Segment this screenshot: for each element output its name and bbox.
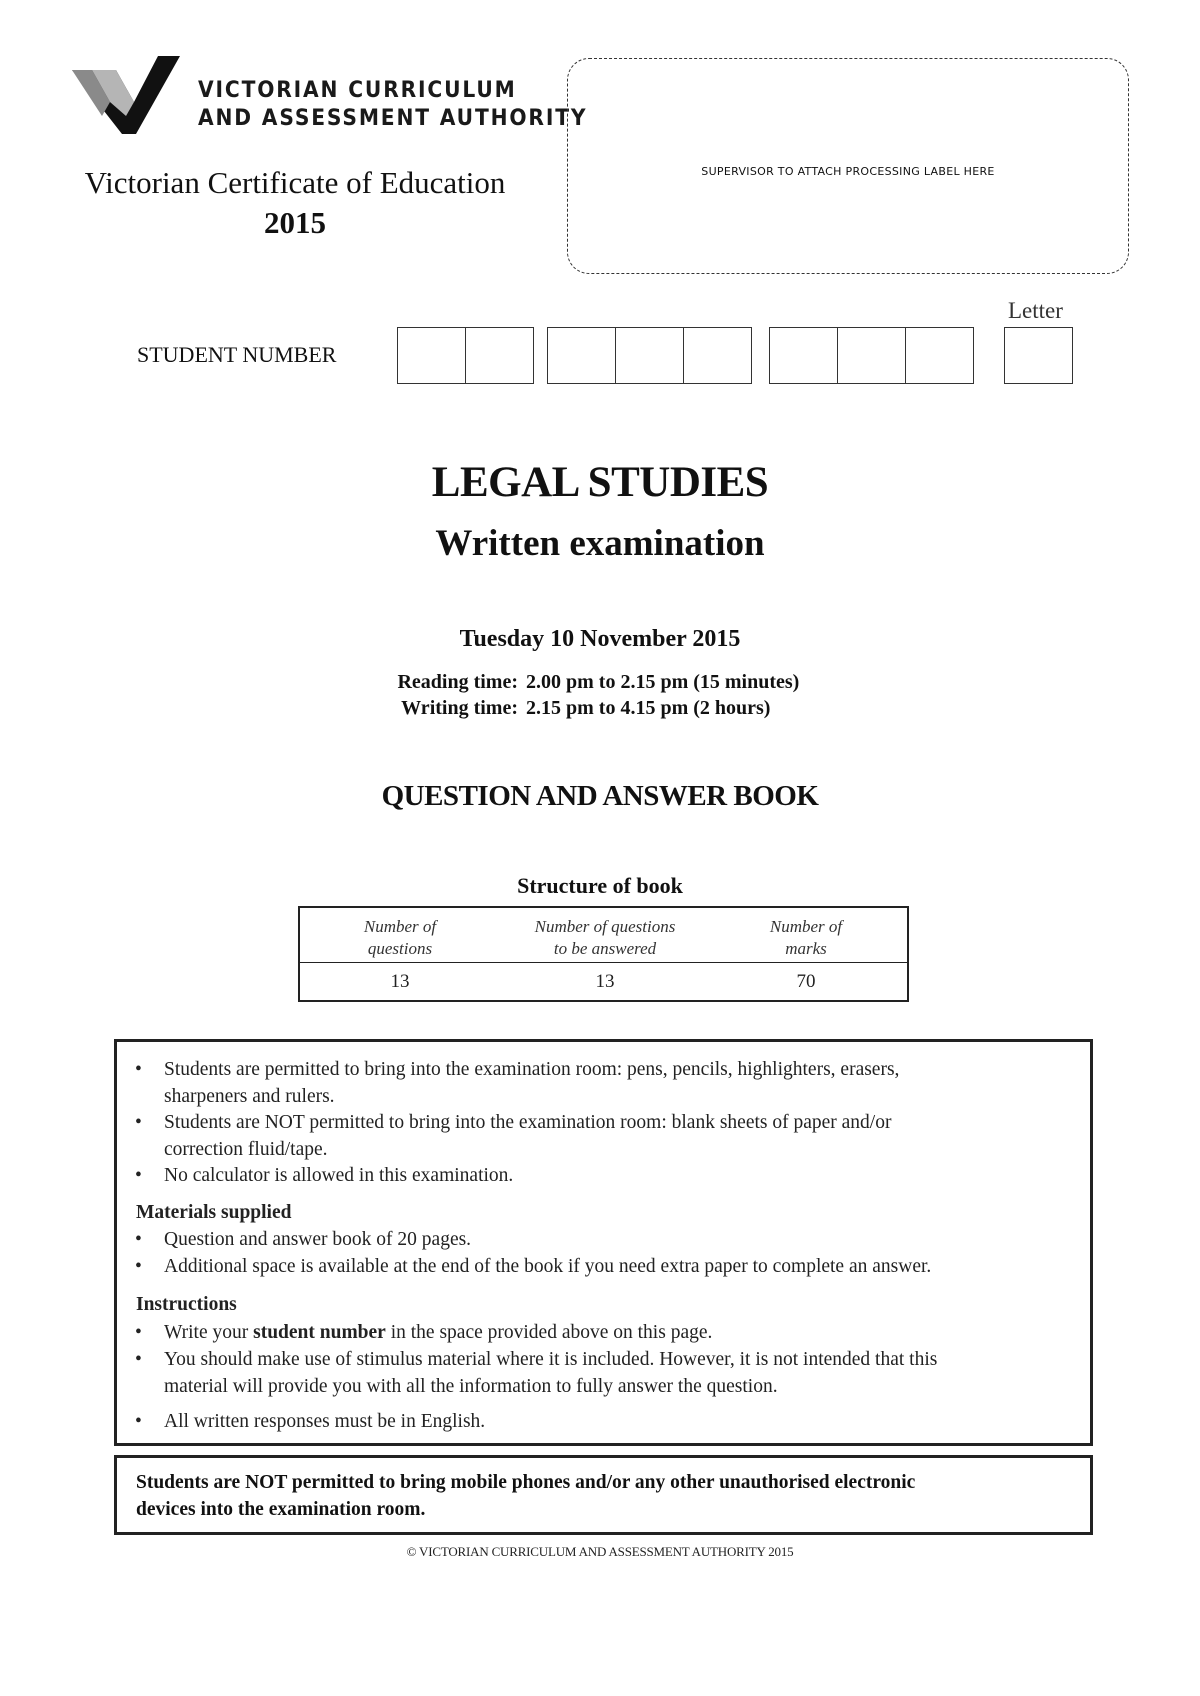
warning-box bbox=[114, 1455, 1093, 1535]
student-letter-box[interactable] bbox=[1004, 327, 1073, 384]
structure-table bbox=[298, 906, 909, 1002]
structure-title: Structure of book bbox=[517, 873, 683, 898]
writing-time-label: Writing time: bbox=[401, 697, 518, 719]
student-number-label: STUDENT NUMBER bbox=[137, 342, 337, 367]
certificate-name: Victorian Certificate of Education bbox=[84, 165, 506, 200]
instructions-heading: Instructions bbox=[136, 1294, 237, 1315]
subject-title: LEGAL STUDIES bbox=[431, 459, 769, 506]
student-number-box[interactable] bbox=[769, 327, 838, 384]
exam-date: Tuesday 10 November 2015 bbox=[459, 626, 741, 652]
certificate-year: 2015 bbox=[264, 205, 326, 240]
exam-type: Written examination bbox=[435, 523, 765, 564]
label-box-text: SUPERVISOR TO ATTACH PROCESSING LABEL HERE bbox=[701, 165, 995, 178]
list-item: • Students are NOT permitted to bring into the examination room: blank sheets of paper and/or correction fluid/tape. bbox=[135, 1112, 892, 1160]
student-number-box[interactable] bbox=[905, 327, 974, 384]
student-number-box[interactable] bbox=[615, 327, 684, 384]
reading-time-value: 2.00 pm to 2.15 pm (15 minutes) bbox=[526, 671, 800, 693]
list-item: • You should make use of stimulus material where it is included. However, it is not intended that this material will provide you with all the information to fully answer the question. bbox=[135, 1349, 938, 1397]
list-item: • Question and answer book of 20 pages. bbox=[135, 1229, 472, 1250]
rules-box bbox=[114, 1039, 1093, 1446]
list-item: • Additional space is available at the end of the book if you need extra paper to complete an answer. bbox=[135, 1256, 932, 1277]
reading-time-label: Reading time: bbox=[397, 671, 518, 693]
value-answered: 13 bbox=[595, 971, 615, 992]
certificate-title bbox=[40, 163, 550, 243]
student-number-box[interactable] bbox=[547, 327, 616, 384]
value-questions: 13 bbox=[390, 971, 410, 992]
header-answered: Number of questions to be answered bbox=[534, 917, 676, 958]
student-number-box[interactable] bbox=[465, 327, 534, 384]
book-title: QUESTION AND ANSWER BOOK bbox=[381, 780, 819, 812]
exam-times bbox=[370, 669, 799, 721]
materials-heading: Materials supplied bbox=[136, 1202, 292, 1223]
value-marks: 70 bbox=[796, 971, 816, 992]
list-item: • No calculator is allowed in this examination. bbox=[135, 1165, 514, 1186]
header-marks: Number of marks bbox=[769, 917, 843, 958]
authority-name bbox=[198, 77, 587, 133]
list-item: • All written responses must be in English. bbox=[135, 1411, 486, 1432]
letter-label: Letter bbox=[1008, 298, 1063, 323]
student-number-box[interactable] bbox=[837, 327, 906, 384]
table-divider bbox=[300, 962, 907, 963]
list-item: • Write your student number in the space provided above on this page. bbox=[135, 1322, 713, 1343]
warning-text: Students are NOT permitted to bring mobile phones and/or any other unauthorised electronic devices into the examination room. bbox=[136, 1472, 916, 1520]
student-number-box[interactable] bbox=[683, 327, 752, 384]
student-number-box[interactable] bbox=[397, 327, 466, 384]
list-item: • Students are permitted to bring into the examination room: pens, pencils, highlighters, erasers, sharpeners and rulers. bbox=[135, 1059, 900, 1107]
vcaa-logo-icon bbox=[72, 56, 192, 136]
writing-time-value: 2.15 pm to 4.15 pm (2 hours) bbox=[526, 697, 771, 719]
processing-label-box bbox=[567, 58, 1129, 274]
copyright: © VICTORIAN CURRICULUM AND ASSESSMENT AUTHORITY 2015 bbox=[406, 1544, 794, 1559]
header-questions: Number of questions bbox=[363, 917, 437, 958]
authority-line-2: AND ASSESSMENT AUTHORITY bbox=[198, 106, 588, 131]
authority-line-1: VICTORIAN CURRICULUM bbox=[198, 78, 517, 103]
